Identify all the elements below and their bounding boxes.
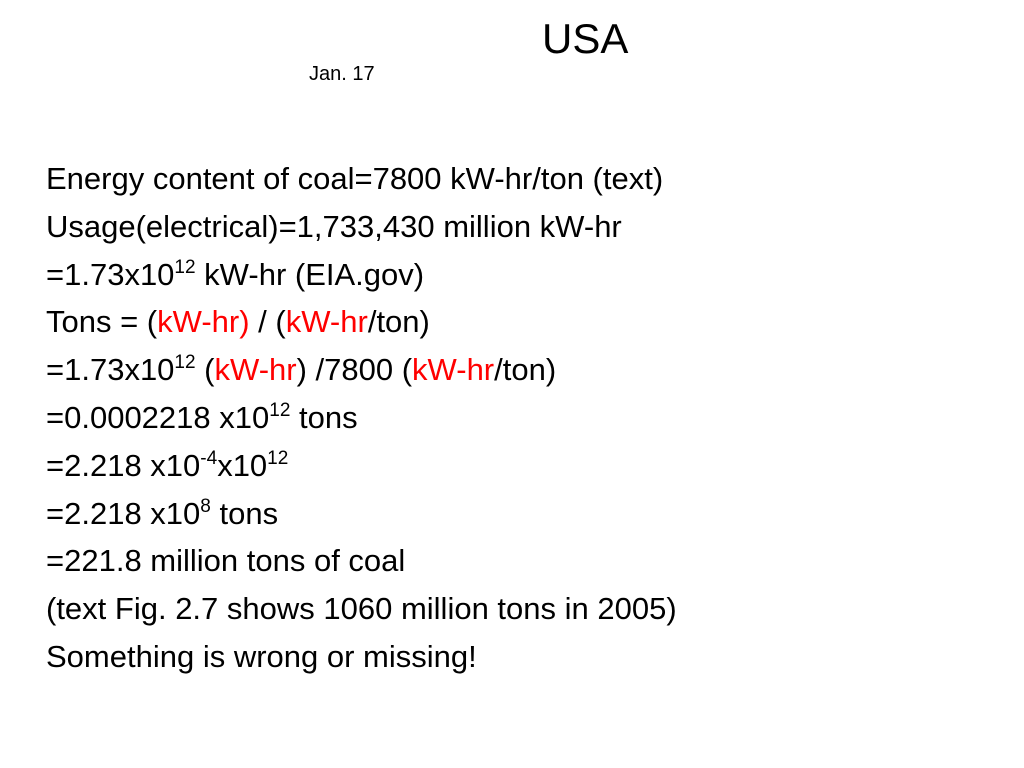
highlight-unit: kW-hr [285, 304, 368, 340]
line-text: =1.73x10 [46, 352, 175, 388]
line-tons-substituted [46, 346, 1006, 394]
line-text: /ton) [367, 304, 430, 340]
exponent: -4 [200, 447, 218, 469]
line-text: =2.218 x10 [46, 447, 201, 483]
line-tons-product [46, 442, 1006, 490]
exponent: 12 [174, 256, 196, 278]
line-text: =2.218 x10 [46, 495, 201, 531]
line-text: kW-hr (EIA.gov) [195, 256, 425, 292]
line-text: ) /7800 ( [296, 352, 413, 388]
highlight-unit: kW-hr [412, 352, 495, 388]
line-usage: Usage(electrical)=1,733,430 million kW-hr [46, 208, 622, 244]
line-text: / ( [249, 304, 286, 340]
line-text: tons [290, 399, 358, 435]
line-text: ( [195, 352, 215, 388]
line-conclusion: Something is wrong or missing! [46, 638, 477, 674]
line-tons-result [46, 490, 1006, 538]
highlight-unit: kW-hr [214, 352, 297, 388]
line-usage-scientific [46, 251, 1006, 299]
slide-body [46, 155, 1006, 681]
slide-date: Jan. 17 [309, 63, 375, 85]
exponent: 12 [269, 399, 291, 421]
line-million-tons: =221.8 million tons of coal [46, 543, 406, 579]
line-text-reference: (text Fig. 2.7 shows 1060 million tons in 2005) [46, 591, 677, 627]
line-tons-decimal [46, 394, 1006, 442]
exponent: 12 [174, 352, 196, 374]
line-text: =1.73x10 [46, 256, 175, 292]
line-tons-formula [46, 298, 1006, 346]
exponent: 12 [267, 447, 289, 469]
slide-title: USA [542, 15, 629, 62]
line-text: x10 [217, 447, 268, 483]
line-text: tons [210, 495, 279, 531]
line-text: Tons = ( [46, 304, 158, 340]
line-text: =0.0002218 x10 [46, 399, 270, 435]
line-energy-content: Energy content of coal=7800 kW-hr/ton (text) [46, 161, 664, 196]
line-text: /ton) [494, 352, 557, 388]
exponent: 8 [200, 495, 211, 517]
highlight-unit: kW-hr) [157, 304, 250, 340]
